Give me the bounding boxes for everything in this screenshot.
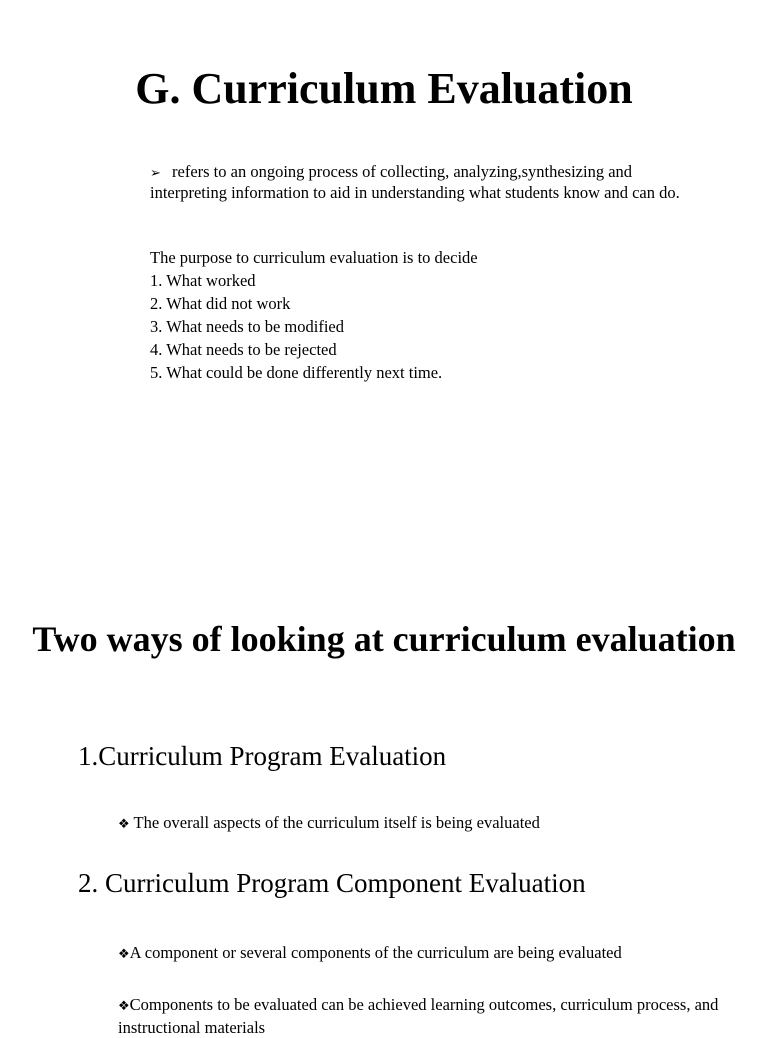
slide-title: Two ways of looking at curriculum evaluation [32, 619, 736, 659]
bullet-item [118, 942, 738, 965]
section-heading-component-evaluation: 2. Curriculum Program Component Evaluation [78, 868, 586, 898]
purpose-intro: The purpose to curriculum evaluation is to decide [150, 248, 478, 267]
purpose-list-item: 4. What needs to be rejected [150, 340, 337, 359]
bullet-item-text: Components to be evaluated can be achieved learning outcomes, curriculum process, and instructional materials [118, 995, 719, 1037]
diamond-bullet-icon: ❖ [118, 999, 130, 1014]
slide-title: G. Curriculum Evaluation [135, 64, 633, 113]
bullet-item [118, 812, 738, 835]
slide-two-ways [0, 600, 768, 1037]
bullet-item-text: A component or several components of the curriculum are being evaluated [129, 943, 622, 962]
purpose-list-item: 3. What needs to be modified [150, 317, 344, 336]
bullet-item [118, 994, 738, 1038]
purpose-list-item: 1. What worked [150, 271, 256, 290]
bullet-item-text: The overall aspects of the curriculum itself is being evaluated [133, 813, 540, 832]
definition-paragraph [150, 162, 690, 202]
purpose-list-item: 5. What could be done differently next time. [150, 363, 443, 382]
section-heading-program-evaluation: 1.Curriculum Program Evaluation [78, 741, 447, 771]
purpose-list-item: 2. What did not work [150, 294, 291, 313]
diamond-bullet-icon: ❖ [118, 817, 130, 832]
purpose-list [150, 269, 690, 384]
purpose-block [150, 246, 690, 384]
arrow-bullet-icon: ➢ [150, 166, 161, 181]
diamond-bullet-icon: ❖ [118, 947, 130, 962]
definition-text: refers to an ongoing process of collecting, analyzing,synthesizing and interpreting information to aid in understanding what students know and can do. [150, 162, 680, 202]
